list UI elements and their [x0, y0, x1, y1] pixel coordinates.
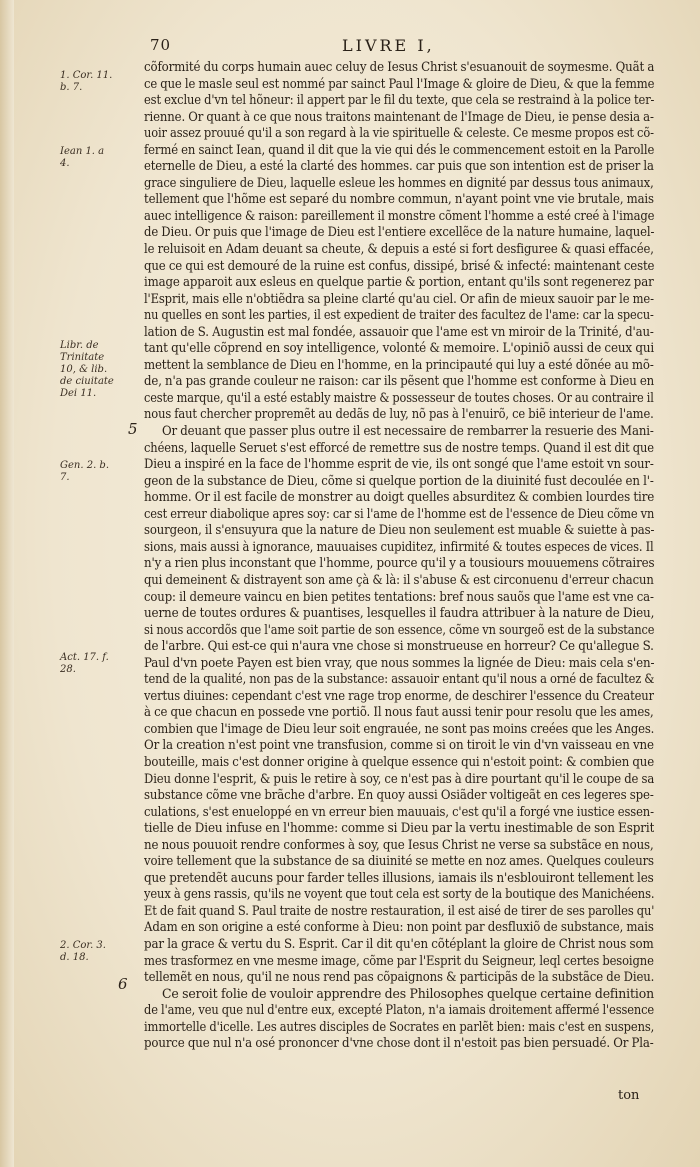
text-line: Or deuant que passer plus outre il est necessaire de rembarrer la resuerie des Mani-	[162, 424, 654, 440]
text-line: bouteille, mais c'est donner origine à quelque essence qui n'estoit point: & combien que	[144, 754, 654, 770]
text-line: de l'arbre. Qui est-ce qui n'aura vne chose si monstrueuse en horreur? Ce qu'allegue S.	[144, 639, 654, 655]
page-header	[150, 36, 570, 56]
text-line: yeux à gens rassis, qu'ils ne voyent que tout cela est sorty de la boutique des Manichéens.	[144, 887, 654, 903]
page-edge-shadow	[0, 0, 14, 1167]
paragraph-number: 6	[118, 975, 128, 993]
text-line: Adam en son origine a esté conforme à Dieu: non point par desfluxiõ de substance, mais	[144, 920, 654, 936]
text-line: combien que l'image de Dieu leur soit engrauée, ne sont pas moins creées que les Anges.	[144, 721, 654, 737]
margin-notes	[60, 0, 142, 1167]
margin-note: Iean 1. a 4.	[60, 146, 105, 169]
page-number: 70	[150, 36, 172, 54]
text-line: cõformité du corps humain auec celuy de Iesus Christ s'esuanouit de soymesme. Quãt a	[144, 60, 654, 75]
margin-note: Libr. de Trinitate 10, & lib. de ciuitate Dei 11.	[60, 340, 114, 399]
body-text	[144, 60, 654, 1090]
text-line: l'Esprit, mais elle n'obtiẽdra sa pleine clarté qu'au ciel. Or afin de mieux sauoir par le me-	[144, 291, 654, 307]
text-line: à ce que chacun en possede vne portiõ. Il nous faut aussi tenir pour resolu que les ames,	[144, 705, 654, 721]
text-line: tellement que l'hõme est separé du nombre commun, n'ayant point vne vie brutale, mais	[144, 192, 654, 208]
text-line: tielle de Dieu infuse en l'homme: comme si Dieu par la vertu inestimable de son Esprit	[144, 821, 654, 837]
running-head: LIVRE I,	[342, 36, 435, 55]
margin-note: 2. Cor. 3. d. 18.	[60, 940, 106, 963]
text-line: Or la creation n'est point vne transfusion, comme si on tiroit le vin d'vn vaisseau en vne	[144, 738, 654, 754]
text-line: uerne de toutes ordures & puantises, lesquelles il faudra attribuer à la nature de Dieu,	[144, 606, 654, 622]
text-line: de l'ame, veu que nul d'entre eux, excepté Platon, n'a iamais droitement affermé l'essence	[144, 1003, 654, 1019]
margin-note: Gen. 2. b. 7.	[60, 460, 110, 483]
text-line: homme. Or il est facile de monstrer au doigt quelles absurditez & combien lourdes tire	[144, 490, 654, 506]
text-line: tend de la qualité, non pas de la substance: assauoir entant qu'il nous a orné de facultez &	[144, 672, 654, 688]
text-line: image apparoit aux esleus en quelque partie & portion, entant qu'ils sont regenerez par	[144, 275, 654, 291]
text-line: que ce qui est demouré de la ruine est confus, dissipé, brisé & infecté: maintenant ceste	[144, 258, 654, 274]
text-line: auec intelligence & raison: pareillement il monstre cõment l'homme a esté creé à l'image	[144, 208, 654, 224]
text-line: fermé en sainct Iean, quand il dit que la vie qui dés le commencement estoit en la Parolle	[144, 142, 654, 158]
text-line: ceste marque, qu'il a esté estably maistre & possesseur de toutes choses. Or au contraire il	[144, 390, 654, 406]
text-line: tant qu'elle cõprend en soy intelligence, volonté & memoire. L'opiniõ aussi de ceux qui	[144, 341, 654, 357]
text-line: le reluisoit en Adam deuant sa cheute, & depuis a esté si fort desfiguree & quasi effacée,	[144, 242, 654, 258]
text-line: nu quelles en sont les parties, il est expedient de traiter des facultez de l'ame: car la specu-	[144, 308, 654, 324]
text-line: voire tellement que la substance de sa diuinité se mette en noz ames. Quelques couleurs	[144, 854, 654, 870]
text-line: coup: il demeure vaincu en bien petites tentations: bref nous sauõs que l'ame est vne ca-	[144, 589, 654, 605]
text-line: sourgeon, il s'ensuyura que la nature de Dieu non seulement est muable & suiette à pas-	[144, 523, 654, 539]
text-line: mes trasformez en vne mesme image, cõme par l'Esprit du Seigneur, leql certes besoigne	[144, 953, 654, 969]
text-line: lation de S. Augustin est mal fondée, assauoir que l'ame est vn miroir de la Trinité, d'au-	[144, 324, 654, 340]
text-line: uoir assez prouué qu'il a son regard à la vie spirituelle & celeste. Ce mesme propos est cõ-	[144, 126, 654, 142]
text-line: substance cõme vne brãche d'arbre. En quoy aussi Osiãder voltigeãt en ces legeres spe-	[144, 788, 654, 804]
text-line: vertus diuines: cependant c'est vne rage trop enorme, de deschirer l'essence du Createur	[144, 688, 654, 704]
text-line: de Dieu. Or puis que l'image de Dieu est l'entiere excellẽce de la nature humaine, laquel-	[144, 225, 654, 241]
text-line: Et de fait quand S. Paul traite de nostre restauration, il est aisé de tirer de ses parolles qu'	[144, 903, 654, 919]
text-line: chéens, laquelle Seruet s'est efforcé de remettre sus de nostre temps. Quand il est dit que	[144, 440, 654, 456]
text-line: culations, s'est enueloppé en vn erreur bien mauuais, c'est qu'il a forgé vne iustice essen-	[144, 804, 654, 820]
catchword: ton	[618, 1088, 640, 1103]
text-line: immortelle d'icelle. Les autres disciples de Socrates en parlẽt bien: mais c'est en suspens,	[144, 1019, 654, 1035]
text-line: est exclue d'vn tel hõneur: il appert par le fil du texte, que cela se restraind à la police ter-	[144, 93, 654, 109]
margin-note: Act. 17. f. 28.	[60, 652, 109, 675]
text-line: si nous accordõs que l'ame soit partie de son essence, cõme vn sourgeõ est de la substance	[144, 622, 654, 638]
text-line: Dieu a inspiré en la face de l'homme esprit de vie, ils ont songé que l'ame estoit vn sour-	[144, 457, 654, 473]
text-line: ce que le masle seul est nommé par sainct Paul l'Image & gloire de Dieu, & que la femme	[144, 76, 654, 92]
text-line: par la grace & vertu du S. Esprit. Car il dit qu'en cõtéplant la gloire de Christ nous som	[144, 936, 654, 952]
text-line: que pretendẽt aucuns pour farder telles illusions, iamais ils n'esblouiront tellement les	[144, 870, 654, 886]
text-line: de, n'a pas grande couleur ne raison: car ils pẽsent que l'homme est conforme à Dieu en	[144, 374, 654, 390]
text-line: nous faut chercher propremẽt au dedãs de luy, nõ pas à l'enuirõ, ce biẽ interieur de l'ame.	[144, 407, 654, 423]
text-line: rienne. Or quant à ce que nous traitons maintenant de l'Image de Dieu, ie pense desia a-	[144, 109, 654, 125]
text-line: geon de la substance de Dieu, cõme si quelque portion de la diuinité fust decoulée en l'-	[144, 473, 654, 489]
text-line: sions, mais aussi à ignorance, mauuaises cupiditez, infirmité & toutes especes de vices. Il	[144, 539, 654, 555]
margin-note: 1. Cor. 11. b. 7.	[60, 70, 113, 93]
text-line: Paul d'vn poete Payen est bien vray, que nous sommes la lignée de Dieu: mais cela s'en-	[144, 655, 654, 671]
text-line: ne nous pouuoit rendre conformes à soy, que Iesus Christ ne verse sa substãce en nous,	[144, 837, 654, 853]
paragraph-number: 5	[128, 420, 138, 438]
text-line: qui demeinent & distrayent son ame çà & là: il s'abuse & est circonuenu d'erreur chacun	[144, 572, 654, 588]
text-line: pource que nul n'a osé prononcer d'vne chose dont il n'estoit pas bien persuadé. Or Pla-	[144, 1036, 654, 1052]
text-line: eternelle de Dieu, a esté la clarté des hommes. car puis que son intention est de priser la	[144, 159, 654, 175]
text-line: Dieu donne l'esprit, & puis le retire à soy, ce n'est pas à dire pourtant qu'il le coupe de sa	[144, 771, 654, 787]
text-line: mettent la semblance de Dieu en l'homme, en la principauté qui luy a esté dõnée au mõ-	[144, 357, 654, 373]
text-line: tellemẽt en nous, qu'il ne nous rend pas cõpaignons & participãs de la substãce de Dieu.	[144, 970, 654, 986]
text-line: n'y a rien plus inconstant que l'homme, pource qu'il y a tousiours mouuemens cõtraires	[144, 556, 654, 572]
text-line: cest erreur diabolique apres soy: car si l'ame de l'homme est de l'essence de Dieu cõme vn	[144, 506, 654, 522]
text-line: grace singuliere de Dieu, laquelle esleue les hommes en dignité par dessus tous animaux,	[144, 175, 654, 191]
text-line: Ce seroit folie de vouloir apprendre des Philosophes quelque certaine definition	[162, 986, 654, 1002]
